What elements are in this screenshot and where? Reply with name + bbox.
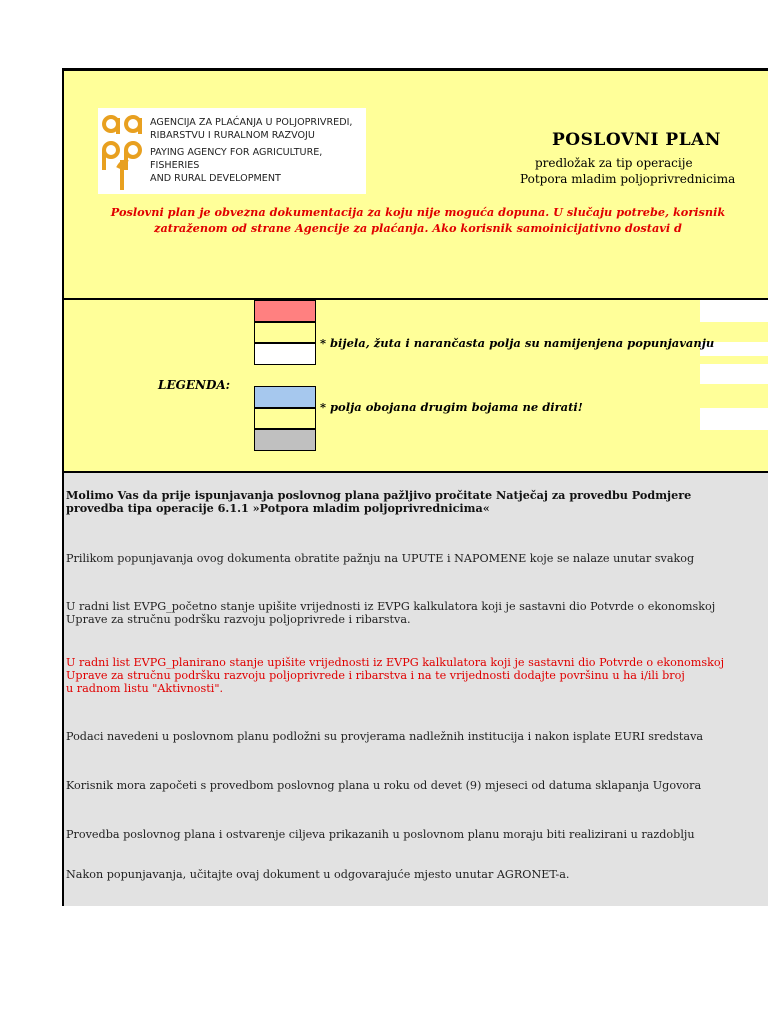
sheet-border-left [62,68,64,906]
legend-swatch-yellow [254,322,316,343]
logo-line: AND RURAL DEVELOPMENT [150,173,281,184]
apprrr-logo-icon [100,112,146,192]
legend-swatch-orange [254,300,316,322]
section-divider [62,298,768,300]
cell-overflow [700,364,768,384]
cell-overflow [700,408,768,430]
instruction-text: U radni list EVPG_početno stanje upišite vrijednosti iz EVPG kalkulatora koji je sastavni dio Potvrde o ekonomskoj Uprave za stručnu podršku razvoju poljoprivrede i ribarstva. [66,600,716,626]
spreadsheet-sheet [62,68,768,906]
section-divider [62,471,768,473]
legend-swatch-yellow-locked [254,408,316,429]
cell-overflow [700,300,768,322]
page-title: POSLOVNI PLAN [552,130,721,150]
warning-line: zatraženom od strane Agencije za plaćanja. Ako korisnik samoinicijativno dostavi d [154,221,682,235]
warning-text [68,204,768,236]
legend-label: LEGENDA: [158,378,231,392]
instruction-text: Prilikom popunjavanja ovog dokumenta obratite pažnju na UPUTE i NAPOMENE koje se nalaze unutar svakog [66,552,695,565]
logo-text [150,116,366,185]
logo-line: RIBARSTVU I RURALNOM RAZVOJU [150,130,315,141]
legend-note-locked: * polja obojana drugim bojama ne dirati! [320,400,583,414]
legend-note-fill: * bijela, žuta i narančasta polja su namijenjena popunjavanju [320,336,715,350]
logo-line: AGENCIJA ZA PLAĆANJA U POLJOPRIVREDI, [150,117,353,128]
page-subtitle: Potpora mladim poljoprivrednicima [520,172,736,186]
warning-line: Poslovni plan je obvezna dokumentacija za koju nije moguća dopuna. U slučaju potrebe, korisnik [110,205,726,219]
sheet-border-top [62,68,768,71]
instruction-text: Podaci navedeni u poslovnom planu podložni su provjerama nadležnih institucija i nakon isplate EURI sredstava [66,730,704,743]
agency-logo [98,108,366,194]
legend-swatch-blue [254,386,316,408]
page-subtitle: predložak za tip operacije [535,156,693,170]
instruction-text: Korisnik mora započeti s provedbom poslovnog plana u roku od devet (9) mjeseci od datuma sklapanja Ugovora [66,779,702,792]
legend-swatch-grey [254,429,316,451]
logo-line: PAYING AGENCY FOR AGRICULTURE, FISHERIES [150,147,323,171]
instruction-text-important: U radni list EVPG_planirano stanje upišite vrijednosti iz EVPG kalkulatora koji je sastavni dio Potvrde o ekonomskoj Uprave za stručnu podršku razvoju poljoprivrede i ribarstva i na te vrijednosti dodajte površinu u ha i/ili broj u radnom listu "Aktivnosti". [66,656,725,695]
instruction-text: Provedba poslovnog plana i ostvarenje ciljeva prikazanih u poslovnom planu moraju biti realizirani u razdoblju [66,828,695,841]
instruction-text: Nakon popunjavanja, učitajte ovaj dokument u odgovarajuće mjesto unutar AGRONET-a. [66,868,570,881]
instruction-text: Molimo Vas da prije ispunjavanja poslovnog plana pažljivo pročitate Natječaj za provedbu Podmjere provedba tipa operacije 6.1.1 »Potpora mladim poljoprivrednicima« [66,488,692,515]
legend-swatch-white [254,343,316,365]
